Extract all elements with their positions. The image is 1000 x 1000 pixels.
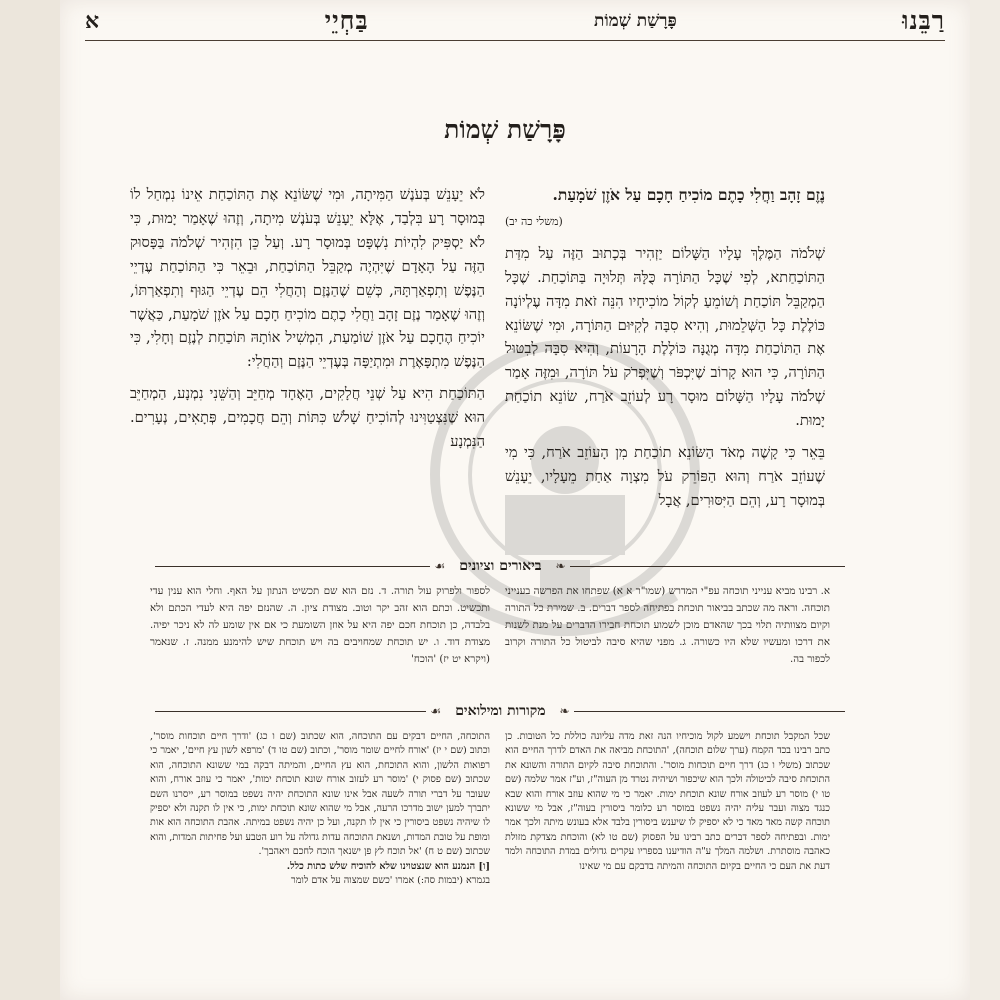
divider-rule (574, 711, 845, 712)
adjacent-page-edge (0, 0, 60, 1000)
divider-rule (155, 566, 430, 567)
notes-section-divider (155, 555, 845, 577)
source-text: בגמרא (יבמות סה:) אמרו 'כשם שמצוה על אדם לומר (291, 875, 490, 887)
verse-source: (משלי כה יב) (505, 214, 563, 228)
ornament-icon: ❧ (559, 704, 570, 718)
main-paragraph: שְׁלֹמֹה הַמֶּלֶךְ עָלָיו הַשָּׁלוֹם יַזְהִיר בְּכָתוּב הַזֶּה עַל מִדַּת הַתּוֹכַחַתא, לְפִי שֶׁכָּל הַתּוֹרָה כֻּלָּהּ תְּלוּיָה בַּתּוֹכַחַת. שֶׁכָּל הַמְקַבֵּל תּוֹכַחַת וְשׁוֹמֵעַ לְקוֹל מוֹכִיחָיו הִנֵּה זֹאת מִדָּה עֶלְיוֹנָה כּוֹלֶלֶת כָּל הַשְּׁלֵמוּת, וְהִיא סִבָּה לְקִיּוּם הַתּוֹרָה, וּמִי שֶׁשּׂוֹנֵא אֶת הַתּוֹכַחַת מִדָּה מְגֻנָּה כּוֹלֶלֶת הָרָעוֹת, וְהִיא סִבָּה לְבִטּוּל הַתּוֹרָה, כִּי הוּא קָרוֹב שֶׁיִּכְפֹּר וְשֶׁיִּפְרֹק עֹל תּוֹרָה, וּמִזֶּה אָמַר שְׁלֹמֹה עָלָיו הַשָּׁלוֹם מוּסָר רָע לְעוֹזֵב אֹרַח, שׂוֹנֵא תוֹכַחַת יָמוּת. (505, 244, 825, 430)
notes-left-column (150, 583, 490, 668)
note-text: לספור ולפרוק עול תורה. ד. נזם הוא שם תכשיט הנתון על האף. וחלי הוא ענין עדי ותכשיט. וכתם הוא זהב יקר וטוב. מצודת ציון. ה. שהנזם יפה היא לעדי הכתם ולא בלבדה, כן תוכחת חכם יפה היא על אוזן השומעת כי אם אין שומע לה לא ניכר יפיה. מצודת דוד. ו. יש תוכחת שמחויבים בה ויש תוכחת שיש להימנע ממנה. ז. שנאמר (ויקרא יט יז) 'הוכח' (150, 586, 490, 665)
divider-rule (570, 566, 845, 567)
sources-left-column (150, 730, 490, 888)
sources-right-column (505, 730, 830, 874)
header-right-word: בַּחְיֵי (324, 6, 369, 35)
parashah-title: פָּרָשַׁת שְׁמוֹת (444, 115, 566, 144)
header-center-title: פָּרָשַׁת שְׁמוֹת (593, 11, 677, 31)
page-number: א (85, 8, 100, 34)
source-text: שכל המקבל תוכחת וישמע לקול מוכיחיו הנה זאת מדה עליונה כוללת כל הטובות. כן כתב רבינו בכד הקמח (ערך שלום תוכחה), 'התוכחת מביאה את האדם לדרך החיים הוא שכתוב (משלי ו כג) דרך חיים תוכחות מוסר'. והתוכחת סיבה לקיום התורה והשונא את התוכחת סיבה לביטולה ולכך הוא שיכפור ושיהיה נטרד מן העוה"ז, וע"ז אמר שלמה (שם טו י) מוסר רע לעוזב אורח שונא תוכחת ימות. יאמר כי מי שהוא עוזב אורח והוא שבא כנגד מצוה ועבר עליה יהיה נשפט במוסר רע כלומר ביסורין בעוה"ז, אבל מי ששונא תוכחה קשה מאד מאד כי לא יספיק לו שיענש ביסורין בלבד אלא בעונש מיתה ולכך אמר ימות. ובפתיחה לספר דברים כתב רבינו על הפסוק (שם טו לא) והוכחת מצדקת מזולת כאהבה מוסתרת. ושלמה המלך ע"ה הודיענו בספריו עקרים גדולים במדת התוכחה ולמד דעת את העם כי החיים בקיום התוכחה והמיתה בדבקם עם מי שאינו (505, 731, 830, 872)
main-paragraph: בֵּאֵר כִּי קָשֶׁה מְאֹד הַשּׂוֹנֵא תוֹכַחַת מִן הָעוֹזֵב אֹרַח, כִּי מִי שֶׁעוֹזֵב אֹרַח וְהוּא הַפּוֹרֵק עֹל מִצְוָה אַחַת מֵעָלָיו, יֵעָנֵשׁ בְּמוּסָר רָע, וְהֵם הַיִּסּוּרִים, אֲבָל (505, 444, 825, 509)
notes-right-column (505, 583, 830, 668)
running-header (85, 2, 945, 41)
divider-rule (155, 711, 426, 712)
notes-section-title: ביאורים וציונים (459, 557, 542, 574)
opening-verse: נֶזֶם זָהָב וַחֲלִי כָתֶם מוֹכִיחַ חָכָם עַל אֹזֶן שֹׁמָעַת. (552, 185, 825, 204)
source-bold-line: [ו] הנמנע הוא שנצטוינו שלא להוכיח שלש כתות כלל. (286, 860, 490, 872)
ornament-icon: ❧ (555, 559, 566, 573)
main-paragraph: הַתּוֹכַחַת הִיא עַל שְׁנֵי חֲלָקִים, הָאֶחָד מְחַיֵּב וְהַשֵּׁנִי נִמְנָע, הַמְחַיֵּב הוּא שֶׁנִּצְטַוִּינוּ לְהוֹכִיחַ שָׁלֹשׁ כִּתּוֹת וְהֵם חֲכָמִים, פְּתָאִים, נְעָרִים. הַנִּמְנָע (130, 385, 485, 451)
sources-section-title: מקורות ומילואים (455, 702, 546, 719)
ornament-icon: ☙ (430, 704, 442, 718)
source-text: התוכחה, החיים דבקים עם התוכחה, הוא שכתוב (שם ו כג) 'ודרך חיים תוכחות מוסר', וכתוב (שם י יז) 'אורח לחיים שומר מוסר', וכתוב (שם טו ד) 'מרפא לשון עץ חיים', יאמר כי רפואות הלשון, והוא התוכחת, הוא עץ החיים, והמיתה דבקה במי ששונא התוכחה, הוא שכתוב (שם פסוק י) 'מוסר רע לעזוב אורח שונא תוכחת ימות', יאמר כי עוזב אורח, והוא שעובר על דברי תורה לשעה אבל אינו שונא התוכחת יהיה נשפט במוסר רע, ייסרנו השם יתברך למען ישוב מדרכו הרעה, אבל מי שהוא שונא תוכחת ימות, כי אין לו תקנה ולא יספיק לו שיהיה נשפט ביסורין כי אין לו תקנה, ועל כן יהיה נשפט במיתה. אהבת התוכחה הוא אות ומופת על טובת המדות, ושנאת התוכחה עדות גדולה על רוע הטבע ועל פחיתות המדות, והוא שכתוב (שם ט ח) 'אל תוכח לץ פן ישנאך הוכח לחכם ויאהבך'. (150, 731, 490, 858)
main-text-right-column (505, 183, 825, 521)
note-text: א. רבינו מביא ענייני תוכחה עפ"י המדרש (שמו"ר א א) שפתחו את הפרשה בענייני תוכחה. וראה מה שכתב בביאור תוכחת בפתיחה לספר דברים. ב. שמירת כל התורה וקיום מצוותיה תלוי בכך שהאדם מוכן לשמוע תוכחת חבירו הדברים על מנת לשנות את דרכו ומעשיו שלא היו כשורה. ג. מפני שהיא סיבה לביטול כל התורה וקרוב לכפור בה. (505, 586, 830, 665)
header-left-word: רַבֵּנוּ (902, 6, 945, 35)
ornament-icon: ☙ (434, 559, 446, 573)
main-paragraph: לֹא יֵעָנֵשׁ בְּעֹנֶשׁ הַמִּיתָה, וּמִי שֶׁשּׂוֹנֵא אֶת הַתּוֹכַחַת אֵינוֹ נִמְחַל לוֹ בְּמוּסָר רָע בִּלְבַד, אֶלָּא יֵעָנֵשׁ בְּעֹנֶשׁ מִיתָה, וְזֶהוּ שֶׁאָמַר יָמוּת, כִּי לֹא יַסְפִּיק לִהְיוֹת נִשְׁפָּט בְּמוּסָר רָע. וְעַל כֵּן הִזְהִיר שְׁלֹמֹה בַּפָּסוּק הַזֶּה עַל הָאָדָם שֶׁיִּהְיֶה מְקַבֵּל הַתּוֹכַחַת, וּבֵאֵר כִּי הַתּוֹכַחַת עֶדְיֵי הַנֶּפֶשׁ וְתִפְאַרְתָּהּ, כְּשֵׁם שֶׁהַנֶּזֶם וְהַחֲלִי הֵם עֶדְיֵי הַגּוּף וְתִפְאַרְתּוֹ, וְזֶהוּ שֶׁאָמַר נֶזֶם זָהָב וַחֲלִי כָתֶם מוֹכִיחַ חָכָם עַל אֹזֶן שֹׁמָעַת, כַּאֲשֶׁר יוֹכִיחַ הֶחָכָם עַל אֹזֶן שׁוֹמַעַת, הִמְשִׁיל אוֹתָהּ תּוֹכַחַת לְנֶזֶם וְחָלִי, כִּי הַנֶּפֶשׁ מִתְפָּאֶרֶת וּמִתְיַפָּה בְּעֶדְיֵי הַנֶּזֶם וְהַחֲלִי: (130, 186, 485, 371)
main-text-left-column (130, 183, 485, 462)
sources-section-divider (155, 700, 845, 722)
